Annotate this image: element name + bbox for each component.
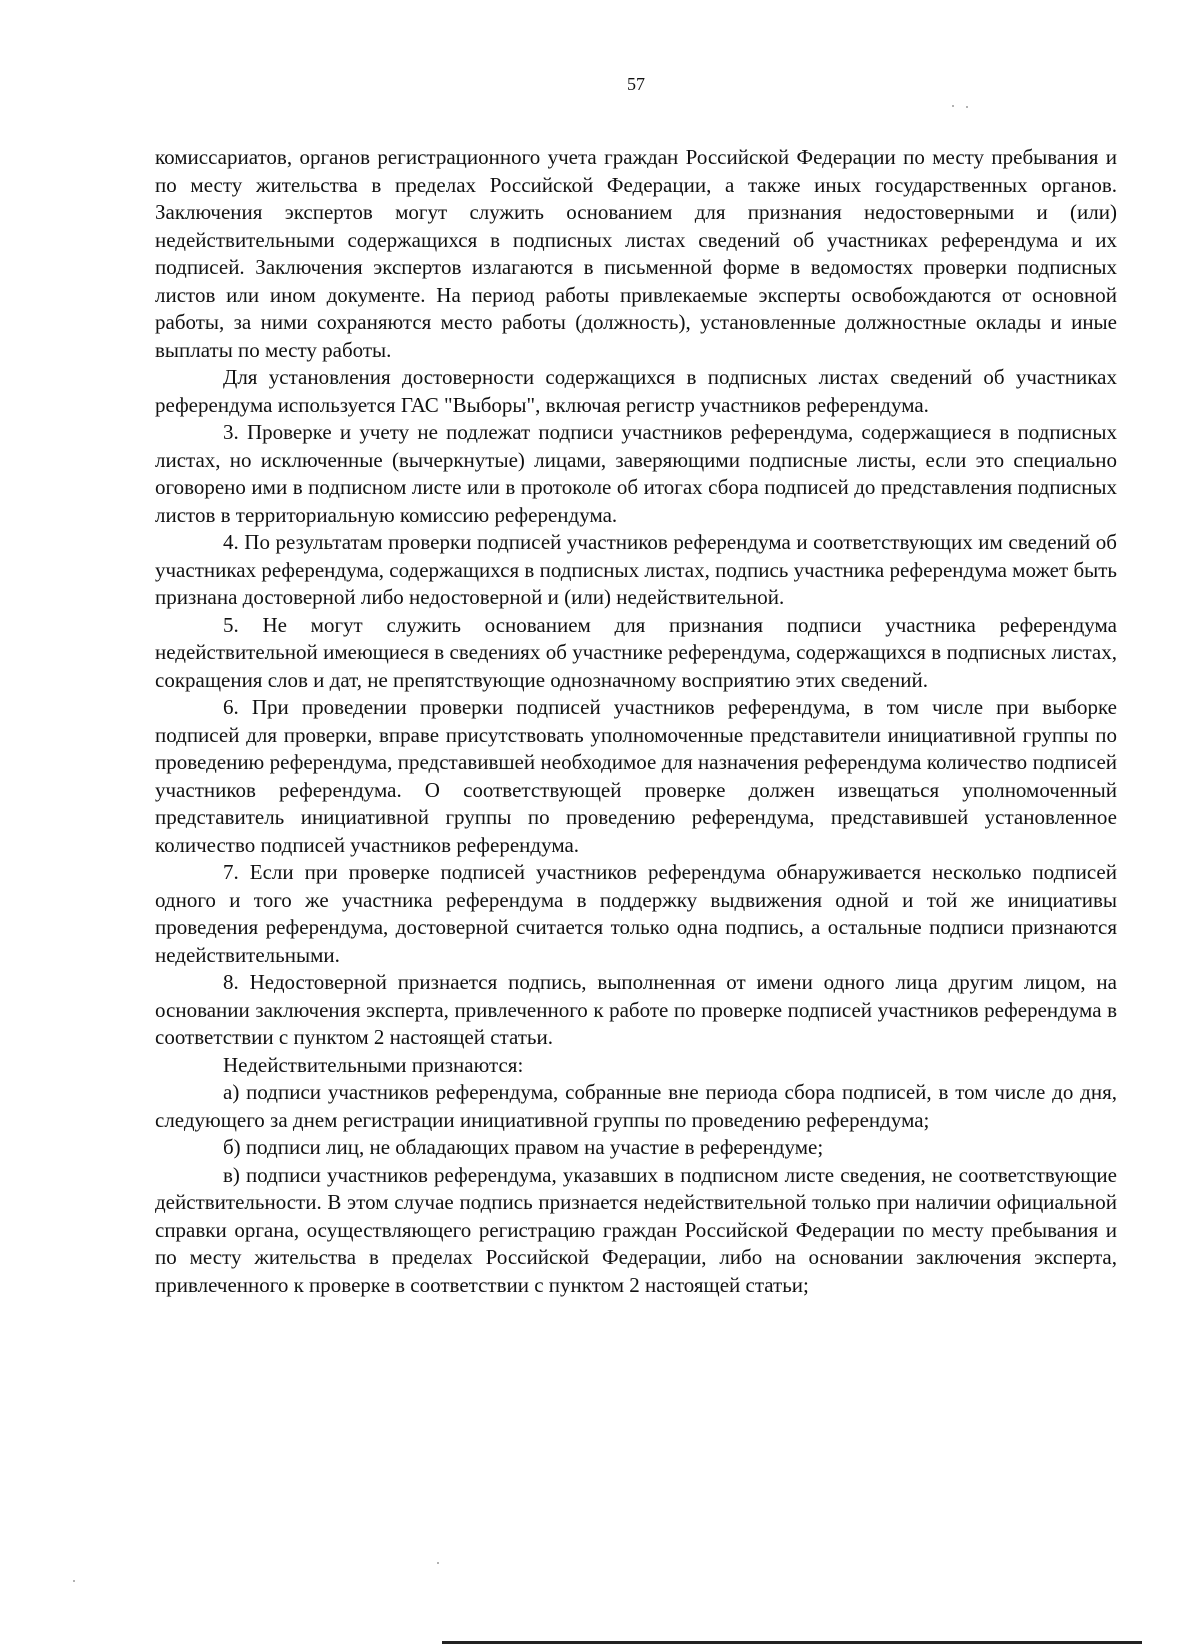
paragraph-subitem-v: в) подписи участников референдума, указавших в подписном листе сведения, не соответствующие действительности. В этом случае подпись признается недействительной только при наличии официальной справки органа, осуществляющего регистрацию граждан Российской Федерации по месту пребывания и по месту жительства в пределах Российской Федерации, либо на основании заключения эксперта, привлеченного к проверке в соответствии с пунктом 2 настоящей статьи; (155, 1162, 1117, 1297)
paragraph-item-7: 7. Если при проверке подписей участников референдума обнаруживается несколько подписей одного и того же участника референдума в поддержку выдвижения одной и той же инициативы проведения референдума, достоверной считается только одна подпись, а остальные подписи признаются недействительными. (155, 860, 1117, 967)
scan-speck (966, 106, 968, 108)
scan-speck (952, 105, 954, 107)
page-number: 57 (627, 74, 645, 94)
scan-speck (73, 1580, 75, 1582)
paragraph-item-5: 5. Не могут служить основанием для признания подписи участника референдума недействительной имеющиеся в сведениях об участнике референдума, содержащихся в подписных листах, сокращения слов и дат, не препятствующие однозначному восприятию этих сведений. (155, 612, 1117, 692)
paragraph-gas-vybory: Для установления достоверности содержащихся в подписных листах сведений об участниках референдума используется ГАС "Выборы", включая регистр участников референдума. (155, 365, 1117, 417)
paragraph-subitem-b: б) подписи лиц, не обладающих правом на участие в референдуме; (223, 1135, 824, 1159)
scan-bottom-edge-line (442, 1641, 1142, 1644)
paragraph-continuation: комиссариатов, органов регистрационного учета граждан Российской Федерации по месту пребывания и по месту жительства в пределах Российской Федерации, а также иных государственных органов. Заключения экспертов могут служить основанием для признания недостоверными и (или) недействительными содержащихся в подписных листах сведений об участниках референдума и их подписей. Заключения экспертов излагаются в письменной форме в ведомостях проверки подписных листов или ином документе. На период работы привлекаемые эксперты освобождаются от основной работы, за ними сохраняются место работы (должность), установленные должностные оклады и иные выплаты по месту работы. (155, 145, 1117, 362)
paragraph-subitem-a: а) подписи участников референдума, собранные вне периода сбора подписей, в том числе до дня, следующего за днем регистрации инициативной группы по проведению референдума; (155, 1080, 1117, 1132)
paragraph-item-4: 4. По результатам проверки подписей участников референдума и соответствующих им сведений об участниках референдума, содержащихся в подписных листах, подпись участника референдума может быть признана достоверной либо недостоверной и (или) недействительной. (155, 530, 1117, 609)
document-body (155, 144, 1117, 1299)
paragraph-item-6: 6. При проведении проверки подписей участников референдума, в том числе при выборке подписей для проверки, вправе присутствовать уполномоченные представители инициативной группы по проведению референдума, представившей необходимое для назначения референдума количество подписей участников референдума. О соответствующей проверке должен извещаться уполномоченный представитель инициативной группы по проведению референдума, представившей установленное количество подписей участников референдума. (155, 695, 1117, 857)
paragraph-item-3: 3. Проверке и учету не подлежат подписи участников референдума, содержащиеся в подписных листах, но исключенные (вычеркнутые) лицами, заверяющими подписные листы, если это специально оговорено ими в подписном листе или в протоколе об итогах сбора подписей до представления подписных листов в территориальную комиссию референдума. (155, 420, 1117, 527)
paragraph-item-8: 8. Недостоверной признается подпись, выполненная от имени одного лица другим лицом, на основании заключения эксперта, привлеченного к работе по проверке подписей участников референдума в соответствии с пунктом 2 настоящей статьи. (155, 970, 1117, 1049)
paragraph-invalid-heading: Недействительными признаются: (223, 1052, 524, 1077)
scan-speck (437, 1562, 439, 1564)
